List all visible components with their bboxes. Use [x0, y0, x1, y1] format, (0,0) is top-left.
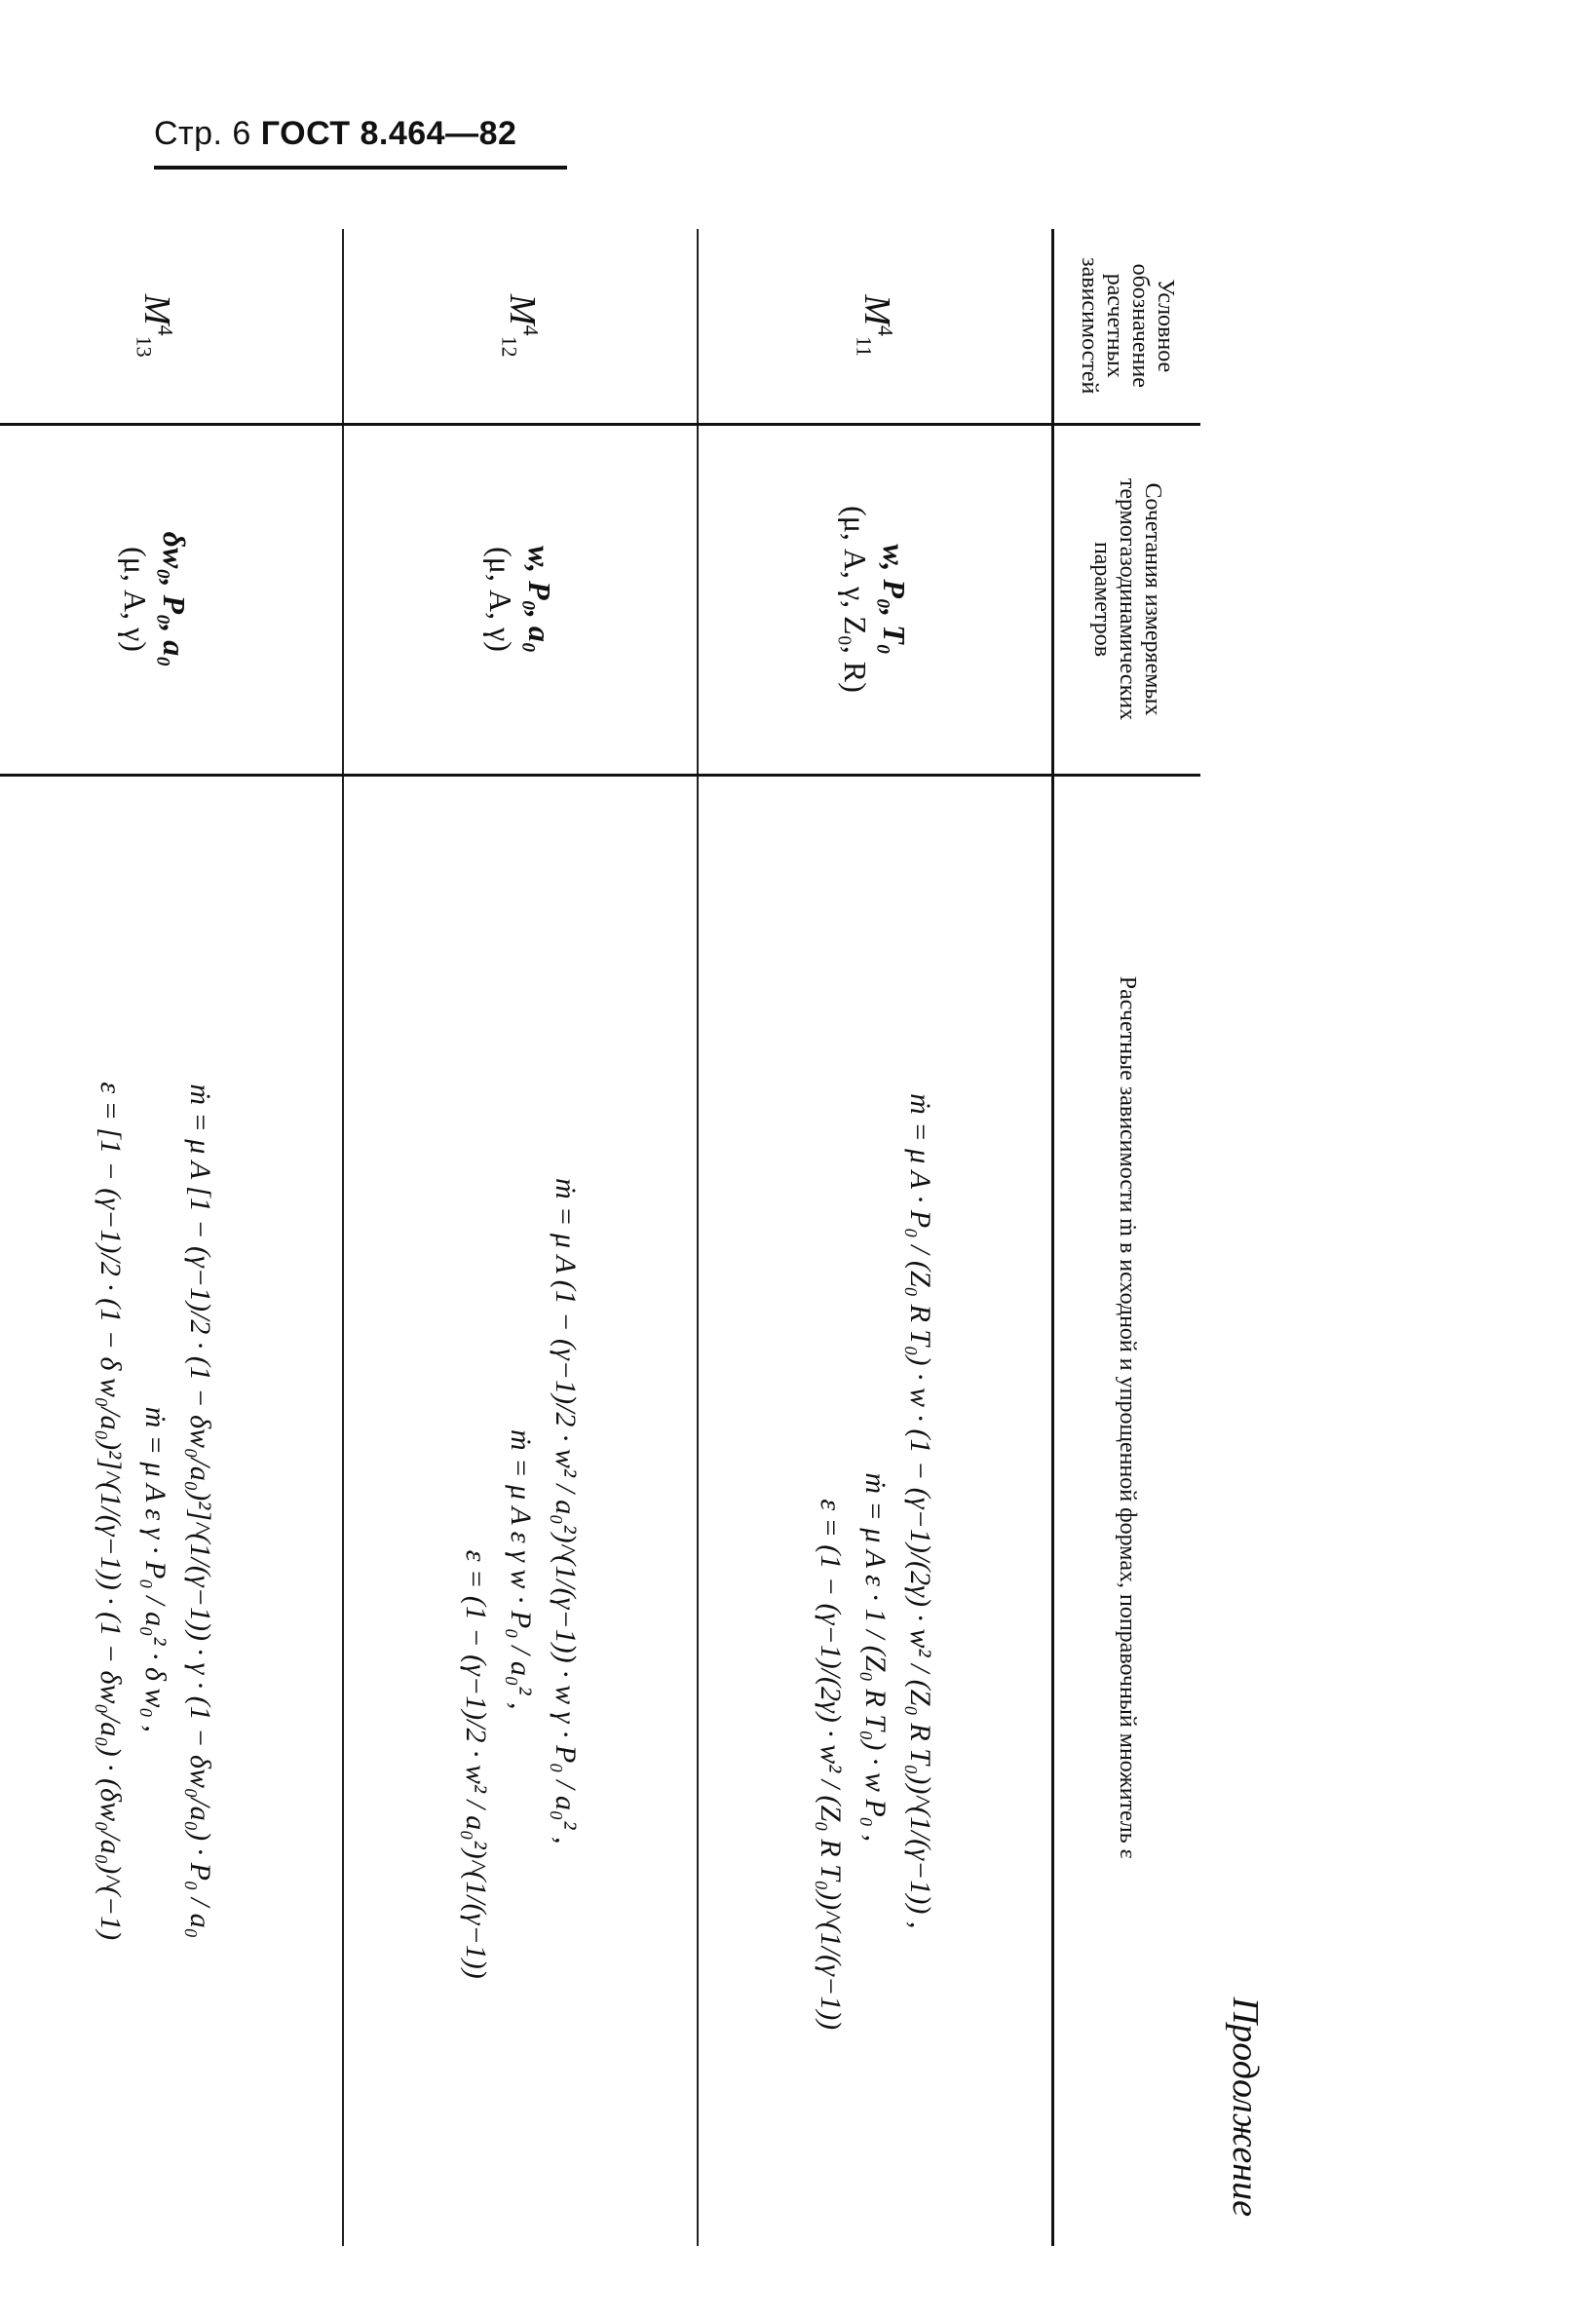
table-row — [698, 229, 1053, 2246]
parameters — [116, 436, 194, 764]
rotated-table-block — [95, 229, 1267, 2246]
header-formulas: Расчетные зависимости ṁ в исходной и упрощенной формах, поправочный множитель ε — [1053, 775, 1201, 2246]
parameters-constants: (μ, A, γ) — [483, 547, 518, 652]
designation: $M^4_{12}$ — [497, 293, 544, 358]
header-designation: Условное обозначение расчетных зависимостей — [1053, 229, 1201, 424]
formula-simplified: ṁ = μ A ε γ · P₀ / a₀² · δ w₀ , — [139, 1406, 171, 1732]
parameters — [836, 436, 914, 764]
formula-simplified: ṁ = μ A ε γ w · P₀ / a₀² , — [505, 1429, 537, 1710]
designation: $M^4_{11}$ — [852, 294, 898, 358]
formula-correction-factor: ε = [1 − (γ−1)/2 · (1 − δ w₀/a₀)²]^(1/(γ−1)) · (1 − δw₀/a₀) · (δw₀/a₀)^(−1) — [95, 1082, 127, 1941]
parameters-measured: w, P₀, a₀ — [522, 545, 557, 653]
designation-cell — [0, 229, 343, 424]
formula-simplified: ṁ = μ A ε · 1 / (Z₀ R T₀) · w P₀ , — [859, 1472, 892, 1843]
formula-cell — [698, 775, 1053, 2246]
parameters-cell — [343, 424, 698, 775]
page-header — [154, 115, 516, 153]
table-row — [343, 229, 698, 2246]
parameters-constants: (μ, A, γ, Z₀, R) — [838, 506, 873, 693]
formula-correction-factor: ε = (1 − (γ−1)/2 · w² / a₀²)^(1/(γ−1)) — [460, 1549, 492, 1979]
table-row — [0, 229, 343, 2246]
formula-full: ṁ = μ A · P₀ / (Z₀ R T₀) · w · (1 − (γ−1)/(2γ) · w² / (Z₀ R T₀))^(1/(γ−1)) , — [904, 1093, 936, 1929]
continued-label: Продолжение — [1225, 1997, 1266, 2217]
formula-cell — [343, 775, 698, 2246]
page-label: Стр. 6 — [154, 115, 251, 152]
formula-full: ṁ = μ A (1 − (γ−1)/2 · w² / a₀²)^(1/(γ−1)) · w γ · P₀ / a₀² , — [550, 1178, 582, 1845]
designation-cell — [698, 229, 1053, 424]
parameters-measured: w, P₀, T₀ — [877, 544, 912, 655]
parameters — [481, 436, 559, 764]
parameters-constants: (μ, A, γ) — [118, 547, 153, 652]
standard-number: ГОСТ 8.464—82 — [260, 115, 517, 152]
designation: $M^4_{13}$ — [132, 293, 178, 358]
formula-cell — [0, 775, 343, 2246]
parameters-cell — [698, 424, 1053, 775]
header-rule — [154, 166, 567, 170]
parameters-measured: δw₀, P₀, a₀ — [157, 531, 192, 667]
table-header-row — [1053, 229, 1201, 2246]
formula-full: ṁ = μ A [1 − (γ−1)/2 · (1 − δw₀/a₀)²]^(1/(γ−1)) · γ · (1 − δw₀/a₀) · P₀ / a₀ — [184, 1084, 216, 1939]
parameters-cell — [0, 424, 343, 775]
header-parameters: Сочетания измеряемых термогазодинамических параметров — [1053, 424, 1201, 775]
designation-cell — [343, 229, 698, 424]
formula-table — [0, 229, 1200, 2246]
formula-correction-factor: ε = (1 − (γ−1)/(2γ) · w² / (Z₀ R T₀))^(1/(γ−1)) — [815, 1499, 847, 2031]
